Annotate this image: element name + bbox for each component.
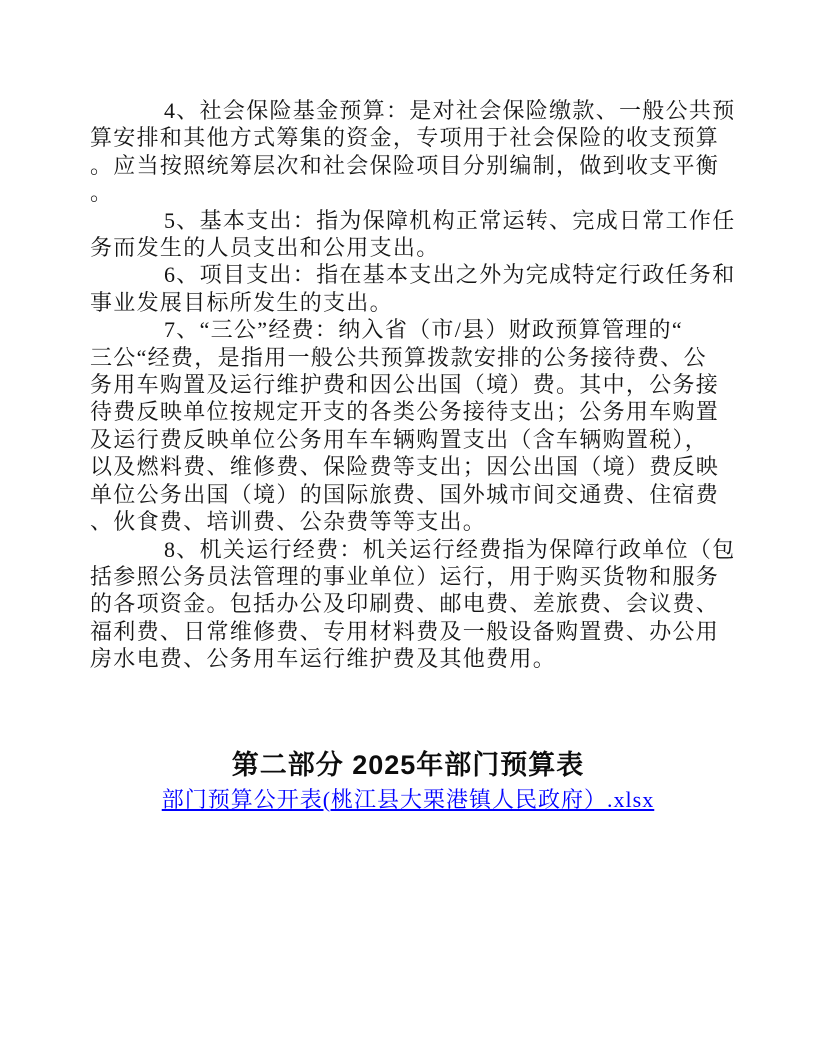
text-line: 6、项目支出：指在基本支出之外为完成特定行政任务和 [164, 262, 736, 288]
text-line: 三公“经费，是指用一般公共预算拨款安排的公务接待费、公 [90, 344, 707, 370]
paragraph-item-8 [90, 536, 736, 673]
text-line: 括参照公务员法管理的事业单位）运行，用于购买货物和服务 [90, 563, 720, 589]
text-line: 待费反映单位按规定开支的各类公务接待支出；公务用车购置 [90, 399, 720, 425]
text-line: 务用车购置及运行维护费和因公出国（境）费。其中，公务接 [90, 372, 720, 398]
attachment-row [0, 785, 816, 815]
text-line: 、伙食费、培训费、公杂费等等支出。 [90, 509, 487, 535]
text-line: 务而发生的人员支出和公用支出。 [90, 235, 440, 261]
paragraph-item-7 [90, 316, 728, 535]
text-line: 福利费、日常维修费、专用材料费及一般设备购置费、办公用 [90, 618, 720, 644]
text-line: 以及燃料费、维修费、保险费等支出；因公出国（境）费反映 [90, 454, 720, 480]
paragraph-item-5 [90, 207, 736, 262]
text-line: 事业发展目标所发生的支出。 [90, 289, 393, 315]
text-line: 算安排和其他方式筹集的资金，专项用于社会保险的收支预算 [90, 125, 720, 151]
text-line: 房水电费、公务用车运行维护费及其他费用。 [90, 646, 557, 672]
budget-tables-xlsx-link[interactable]: 部门预算公开表(桃江县大栗港镇人民政府）.xlsx [161, 786, 655, 812]
text-line: 。 [90, 180, 114, 206]
text-line: 8、机关运行经费：机关运行经费指为保障行政单位（包 [164, 536, 736, 562]
text-line: 及运行费反映单位公务用车车辆购置支出（含车辆购置税）， [90, 426, 709, 452]
section-title: 第二部分 2025年部门预算表 [231, 749, 585, 780]
paragraph-item-4 [90, 97, 736, 207]
paragraph-item-6 [90, 261, 736, 316]
text-line: 7、“三公”经费：纳入省（市/县）财政预算管理的“ [164, 317, 683, 343]
text-line: 5、基本支出：指为保障机构正常运转、完成日常工作任 [164, 207, 736, 233]
text-line: 单位公务出国（境）的国际旅费、国外城市间交通费、住宿费 [90, 481, 720, 507]
text-line: 4、社会保险基金预算：是对社会保险缴款、一般公共预 [164, 98, 736, 123]
text-line: 。应当按照统筹层次和社会保险项目分别编制，做到收支平衡 [90, 152, 720, 178]
text-line: 的各项资金。包括办公及印刷费、邮电费、差旅费、会议费、 [90, 591, 720, 617]
